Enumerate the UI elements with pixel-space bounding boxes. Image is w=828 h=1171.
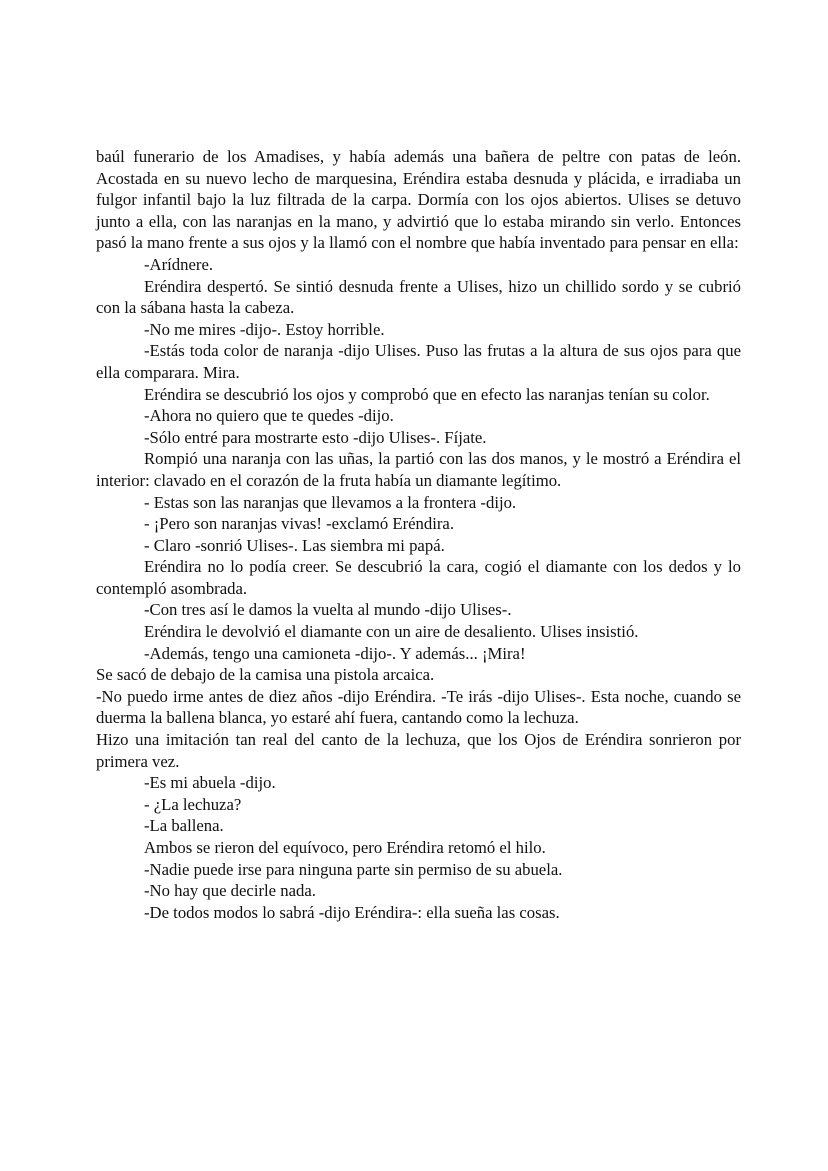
paragraph: -Es mi abuela -dijo. [144, 773, 276, 793]
paragraph: -Arídnere. [144, 254, 214, 274]
paragraph: -No puedo irme antes de diez años -dijo Eréndira. -Te irás -dijo Ulises-. Esta noche, cuando se duerma la ballena blanca, yo estaré ahí fuera, cantando como la lechuza. [96, 686, 741, 728]
paragraph: - ¿La lechuza? [144, 794, 242, 814]
paragraph: -Nadie puede irse para ninguna parte sin permiso de su abuela. [144, 859, 563, 879]
document-page [96, 146, 741, 923]
paragraph: -No me mires -dijo-. Estoy horrible. [144, 319, 385, 339]
paragraph: Eréndira despertó. Se sintió desnuda frente a Ulises, hizo un chillido sordo y se cubrió con la sábana hasta la cabeza. [96, 276, 741, 318]
paragraph: Eréndira le devolvió el diamante con un aire de desaliento. Ulises insistió. [144, 622, 639, 642]
paragraph: -De todos modos lo sabrá -dijo Eréndira-: ella sueña las cosas. [144, 902, 560, 922]
paragraph: - ¡Pero son naranjas vivas! -exclamó Eréndira. [144, 514, 454, 534]
paragraph: Eréndira no lo podía creer. Se descubrió la cara, cogió el diamante con los dedos y lo contempló asombrada. [96, 557, 741, 598]
paragraph: Eréndira se descubrió los ojos y comprobó que en efecto las naranjas tenían su color. [144, 384, 710, 404]
paragraph: -No hay que decirle nada. [144, 881, 316, 901]
paragraph: Se sacó de debajo de la camisa una pistola arcaica. [96, 665, 435, 685]
paragraph: - Claro -sonrió Ulises-. Las siembra mi papá. [144, 535, 445, 555]
paragraph: -Sólo entré para mostrarte esto -dijo Ulises-. Fíjate. [144, 427, 487, 447]
paragraph: -Además, tengo una camioneta -dijo-. Y además... ¡Mira! [144, 643, 526, 663]
paragraph: Ambos se rieron del equívoco, pero Eréndira retomó el hilo. [144, 838, 546, 857]
paragraph: Rompió una naranja con las uñas, la partió con las dos manos, y le mostró a Eréndira el interior: clavado en el corazón de la fruta había un diamante legítimo. [96, 449, 741, 490]
paragraph: -Con tres así le damos la vuelta al mundo -dijo Ulises-. [144, 600, 512, 620]
paragraph: Hizo una imitación tan real del canto de la lechuza, que los Ojos de Eréndira sonrieron por primera vez. [96, 730, 741, 771]
paragraph: -Estás toda color de naranja -dijo Ulises. Puso las frutas a la altura de sus ojos para que ella comparara. Mira. [96, 341, 741, 382]
paragraph: -Ahora no quiero que te quedes -dijo. [144, 406, 394, 426]
paragraph: - Estas son las naranjas que llevamos a la frontera -dijo. [144, 492, 517, 512]
paragraph: baúl funerario de los Amadises, y había además una bañera de peltre con patas de león. Acostada en su nuevo lecho de marquesina, Eréndira estaba desnuda y plácida, e irradiaba un fulgor infantil bajo la luz filtrada de la carpa. Dormía con los ojos abiertos. Ulises se detuvo junto a ella, con las naranjas en la mano, y advirtió que lo estaba mirando sin verlo. Entonces pasó la mano frente a sus ojos y la llamó con el nombre que había inventado para pensar en ella: [96, 147, 741, 253]
paragraph: -La ballena. [144, 816, 224, 836]
